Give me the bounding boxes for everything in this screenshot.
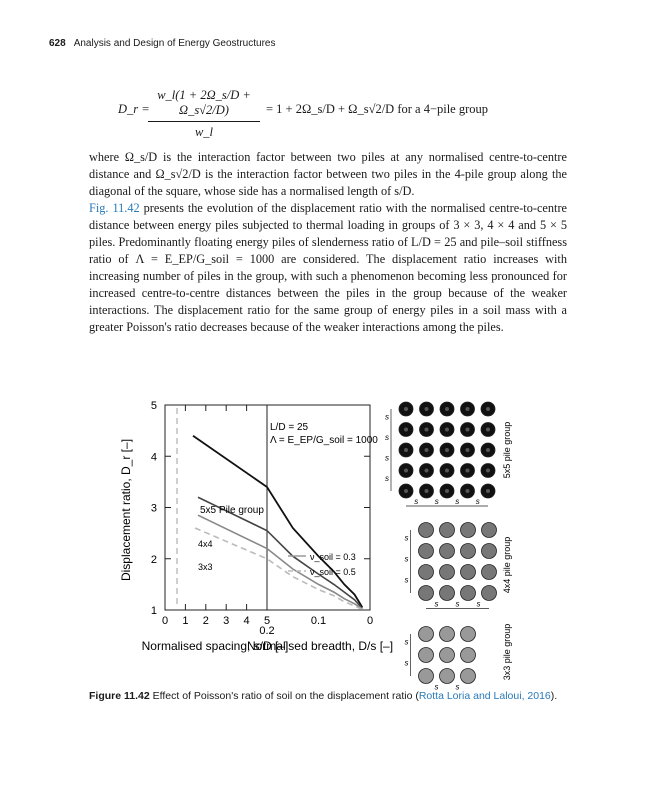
body-text — [89, 149, 567, 336]
running-title: Analysis and Design of Energy Geostructures — [73, 38, 276, 49]
g4-pile — [419, 565, 434, 580]
g5-pile-core — [404, 448, 408, 452]
equation-rhs: = 1 + 2Ω_s/D + Ω_s√2/D for a 4−pile group — [266, 102, 489, 116]
g5-pile-core — [445, 428, 449, 432]
paragraph-2-text: presents the evolution of the displacement ratio with the normalised centre-to-centre distance between energy piles subjected to thermal loading in groups of 3 × 3, 4 × 4 and 5 × 5 piles. Predominantly floating energy piles of slenderness ratio of L/D = 25 and pile–soil stiffness ratio of Λ = E_EP/G_soil = 1000 are considered. The displacement ratio increases with increasing number of piles in the group, with such a phenomenon becoming less pronounced for increased centre-to-centre distances between the piles in the group because of the weaker interactions. The displacement ratio for the same group of energy piles in a soil mass with a greater Poisson's ratio decreases because of the weaker interactions among the piles. — [89, 201, 568, 334]
x-tick-label: 4 — [243, 615, 250, 627]
g5-pile-core — [486, 407, 490, 411]
g3-pile — [440, 627, 455, 642]
g5-pile-core — [466, 407, 470, 411]
g5-pile-core — [445, 407, 449, 411]
equation-lhs: D_r = — [118, 102, 150, 116]
x-tick-label: 0 — [161, 615, 169, 627]
g4-pile — [482, 586, 497, 601]
g3-pile — [461, 669, 476, 684]
g5-spacing-label: s — [475, 497, 480, 506]
g3-pile — [440, 669, 455, 684]
g5-spacing-label-v: s — [385, 453, 389, 463]
g4-pile — [482, 565, 497, 580]
g5-spacing-label-v: s — [385, 432, 389, 442]
x-tick-label-breadth: 0.2 — [259, 625, 275, 637]
g5-spacing-label: s — [434, 497, 439, 506]
g5-pile-core — [425, 448, 429, 452]
g5-pile-core — [486, 448, 490, 452]
x-tick-label: 2 — [202, 615, 209, 627]
chart-svg — [100, 390, 520, 690]
label-4x4: 4x4 — [198, 539, 213, 549]
g5-pile-core — [466, 428, 470, 432]
g4-pile — [440, 544, 455, 559]
label-5x5: 5x5 Pile group — [200, 505, 264, 516]
figure-caption — [89, 689, 567, 704]
g5-spacing-label-v: s — [385, 412, 389, 422]
y-tick-label: 4 — [150, 451, 157, 464]
g5-pile-core — [425, 407, 429, 411]
g5-pile-core — [445, 448, 449, 452]
annotation-lambda: Λ = E_EP/G_soil = 1000 — [270, 435, 378, 446]
g3-pile — [461, 648, 476, 663]
g5-pile-core — [425, 489, 429, 493]
g3-spacing-label: s — [455, 682, 460, 690]
g5-pile-core — [404, 428, 408, 432]
g4-pile — [419, 544, 434, 559]
legend-label-nu03: ν_soil = 0.3 — [310, 552, 356, 562]
x-tick-label: 3 — [223, 615, 230, 627]
x-tick-label-breadth: 0.1 — [310, 615, 327, 627]
g3-pile — [419, 627, 434, 642]
equation-fraction — [148, 88, 260, 140]
g5-pile-core — [466, 469, 470, 473]
equation-denominator: w_l — [194, 125, 214, 139]
x-axis-label-spacing: Normalised spacing, s/D [–] — [141, 639, 289, 653]
label-3x3-group: 3x3 pile group — [502, 623, 512, 681]
caption-end: ). — [550, 690, 558, 702]
g5-pile-core — [404, 469, 408, 473]
g4-pile — [461, 523, 476, 538]
paragraph-1: where Ω_s/D is the interaction factor between two piles at any normalised centre-to-centre distance and Ω_s√2/D is the interaction factor between two piles in the 4-pile group along the diagonal of the square, whose side has a normalised length of s/D. — [89, 150, 567, 198]
y-tick-label: 1 — [150, 605, 157, 617]
caption-label: Figure 11.42 — [89, 690, 150, 702]
g5-pile-core — [466, 489, 470, 493]
g5-pile-core — [425, 428, 429, 432]
g5-pile-core — [404, 407, 408, 411]
equation-numerator: w_l(1 + 2Ω_s/D + Ω_s√2/D) — [157, 88, 251, 117]
g4-spacing-label-v: s — [404, 533, 409, 543]
g4-spacing-label: s — [476, 599, 481, 609]
pile-group-diagrams — [385, 402, 497, 690]
running-header — [49, 38, 275, 49]
g5-pile-core — [486, 469, 490, 473]
paragraph-2 — [89, 200, 567, 336]
g5-spacing-label: s — [414, 497, 419, 506]
g4-pile — [482, 523, 497, 538]
g3-spacing-label: s — [434, 682, 439, 690]
y-axis-label: Displacement ratio, D_r [–] — [119, 438, 133, 582]
curve-3x3-0-3 — [198, 515, 362, 609]
curve-5x5-0-3 — [193, 436, 362, 608]
label-4x4-group: 4x4 pile group — [502, 536, 512, 594]
y-tick-label: 5 — [150, 400, 157, 412]
g4-pile — [440, 523, 455, 538]
g3-pile — [419, 648, 434, 663]
label-3x3: 3x3 — [198, 562, 213, 572]
legend-label-nu05: ν_soil = 0.5 — [310, 567, 356, 577]
g4-pile — [461, 565, 476, 580]
g4-pile — [461, 544, 476, 559]
g4-pile — [482, 544, 497, 559]
label-5x5-group: 5x5 pile group — [502, 421, 512, 479]
g5-pile-core — [445, 469, 449, 473]
g4-spacing-label: s — [434, 599, 439, 609]
fraction-bar — [148, 121, 260, 122]
y-tick-label: 3 — [150, 502, 157, 515]
caption-text: Effect of Poisson's ratio of soil on the displacement ratio ( — [149, 690, 419, 702]
page-number: 628 — [49, 38, 66, 49]
g4-pile — [461, 586, 476, 601]
g4-pile — [419, 523, 434, 538]
g3-pile — [419, 669, 434, 684]
g4-pile — [419, 586, 434, 601]
x-tick-label-breadth: 0 — [366, 615, 374, 627]
g4-spacing-label: s — [455, 599, 460, 609]
caption-reference[interactable]: Rotta Loria and Laloui, 2016 — [418, 690, 551, 702]
figure-link[interactable]: Fig. 11.42 — [89, 201, 140, 215]
g5-spacing-label: s — [455, 497, 460, 506]
equation — [118, 88, 538, 139]
g4-pile — [440, 565, 455, 580]
x-axis-label-breadth: Normalised breadth, D/s [–] — [246, 639, 394, 653]
g5-pile-core — [404, 489, 408, 493]
y-tick-label: 2 — [150, 553, 157, 566]
g5-pile-core — [425, 469, 429, 473]
g4-pile — [440, 586, 455, 601]
g3-spacing-label-v: s — [404, 658, 409, 668]
g5-pile-core — [486, 489, 490, 493]
x-tick-label: 5 — [263, 615, 271, 627]
figure-11-42 — [100, 390, 520, 690]
g4-spacing-label-v: s — [404, 575, 409, 585]
g3-pile — [440, 648, 455, 663]
g5-pile-core — [466, 448, 470, 452]
g4-spacing-label-v: s — [404, 554, 409, 564]
annotation-ld: L/D = 25 — [270, 422, 309, 433]
g3-spacing-label-v: s — [404, 637, 409, 647]
legend — [288, 552, 356, 577]
g5-pile-core — [486, 428, 490, 432]
g3-pile — [461, 627, 476, 642]
g5-pile-core — [445, 489, 449, 493]
data-curves — [193, 436, 362, 610]
x-tick-label: 1 — [182, 615, 189, 627]
g5-spacing-label-v: s — [385, 473, 389, 483]
